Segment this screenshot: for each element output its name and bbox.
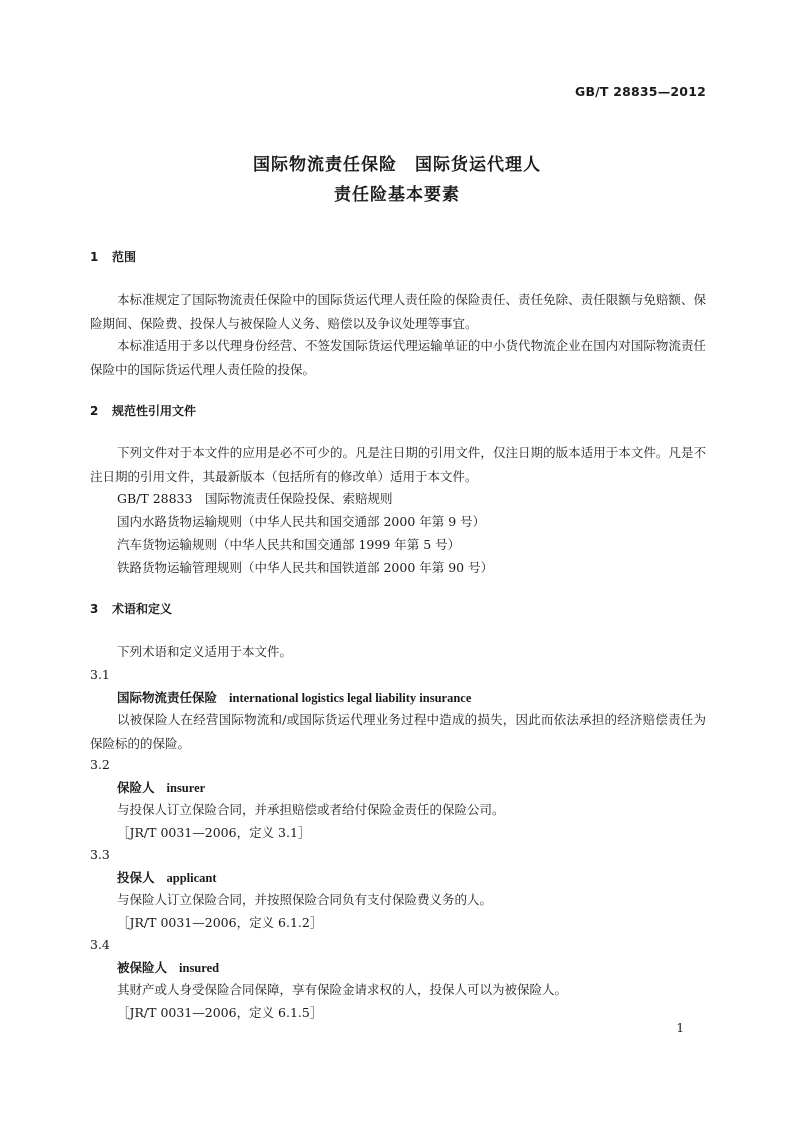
term-source: ［JR/T 0031—2006，定义 3.1］ <box>117 825 311 840</box>
term-name-en: international logistics legal liability insurance <box>229 691 472 705</box>
section-title: 范围 <box>112 250 137 264</box>
term-number: 3.3 <box>90 847 110 862</box>
term-name-en: applicant <box>166 871 217 885</box>
term-name-zh: 保险人 <box>117 780 155 795</box>
section-title: 规范性引用文件 <box>112 404 197 418</box>
term-heading <box>117 956 219 980</box>
reference-item: GB/T 28833 国际物流责任保险投保、索赔规则 <box>117 491 393 506</box>
term-definition: 其财产或人身受保险合同保障，享有保险金请求权的人，投保人可以为被保险人。 <box>117 982 568 997</box>
document-title-line2: 责任险基本要素 <box>334 185 460 205</box>
document-title-line1: 国际物流责任保险 国际货运代理人 <box>253 155 541 175</box>
section-number: 1 <box>90 250 99 264</box>
term-number: 3.2 <box>90 757 110 772</box>
section-number: 2 <box>90 404 99 418</box>
term-heading <box>117 866 217 890</box>
normative-references-intro: 下列文件对于本文件的应用是必不可少的。凡是注日期的引用文件，仅注日期的版本适用于本文件。凡是不注日期的引用文件，其最新版本（包括所有的修改单）适用于本文件。 <box>90 445 706 484</box>
term-number: 3.1 <box>90 667 110 682</box>
term-name-zh: 国际物流责任保险 <box>117 690 218 705</box>
reference-item: 汽车货物运输规则（中华人民共和国交通部 1999 年第 5 号） <box>117 537 461 552</box>
term-name-en: insured <box>179 961 220 975</box>
term-source: ［JR/T 0031—2006，定义 6.1.2］ <box>117 915 323 930</box>
reference-item: 铁路货物运输管理规则（中华人民共和国铁道部 2000 年第 90 号） <box>117 560 494 575</box>
term-name-zh: 被保险人 <box>117 960 168 975</box>
term-definition: 与保险人订立保险合同，并按照保险合同负有支付保险费义务的人。 <box>117 892 493 907</box>
reference-item: 国内水路货物运输规则（中华人民共和国交通部 2000 年第 9 号） <box>117 514 486 529</box>
section-number: 3 <box>90 602 99 616</box>
section-heading-terms <box>90 601 172 617</box>
scope-paragraph-2: 本标准适用于多以代理身份经营、不签发国际货运代理运输单证的中小货代物流企业在国内对国际物流责任保险中的国际货运代理人责任险的投保。 <box>90 338 706 377</box>
term-definition: 与投保人订立保险合同，并承担赔偿或者给付保险金责任的保险公司。 <box>117 802 505 817</box>
term-source: ［JR/T 0031—2006，定义 6.1.5］ <box>117 1005 323 1020</box>
term-heading <box>117 776 205 800</box>
section-title: 术语和定义 <box>112 602 173 616</box>
term-number: 3.4 <box>90 937 110 952</box>
terms-intro: 下列术语和定义适用于本文件。 <box>117 644 293 659</box>
page-number: 1 <box>676 1021 684 1035</box>
term-heading <box>117 686 471 710</box>
term-name-zh: 投保人 <box>117 870 155 885</box>
scope-paragraph-1: 本标准规定了国际物流责任保险中的国际货运代理人责任险的保险责任、责任免除、责任限额与免赔额、保险期间、保险费、投保人与被保险人义务、赔偿以及争议处理等事宜。 <box>90 292 706 331</box>
term-name-en: insurer <box>166 781 206 795</box>
term-definition: 以被保险人在经营国际物流和/或国际货运代理业务过程中造成的损失，因此而依法承担的经济赔偿责任为保险标的的保险。 <box>90 712 706 751</box>
section-heading-scope <box>90 249 136 265</box>
section-heading-normative-references <box>90 403 196 419</box>
standard-code: GB/T 28835—2012 <box>574 84 706 99</box>
